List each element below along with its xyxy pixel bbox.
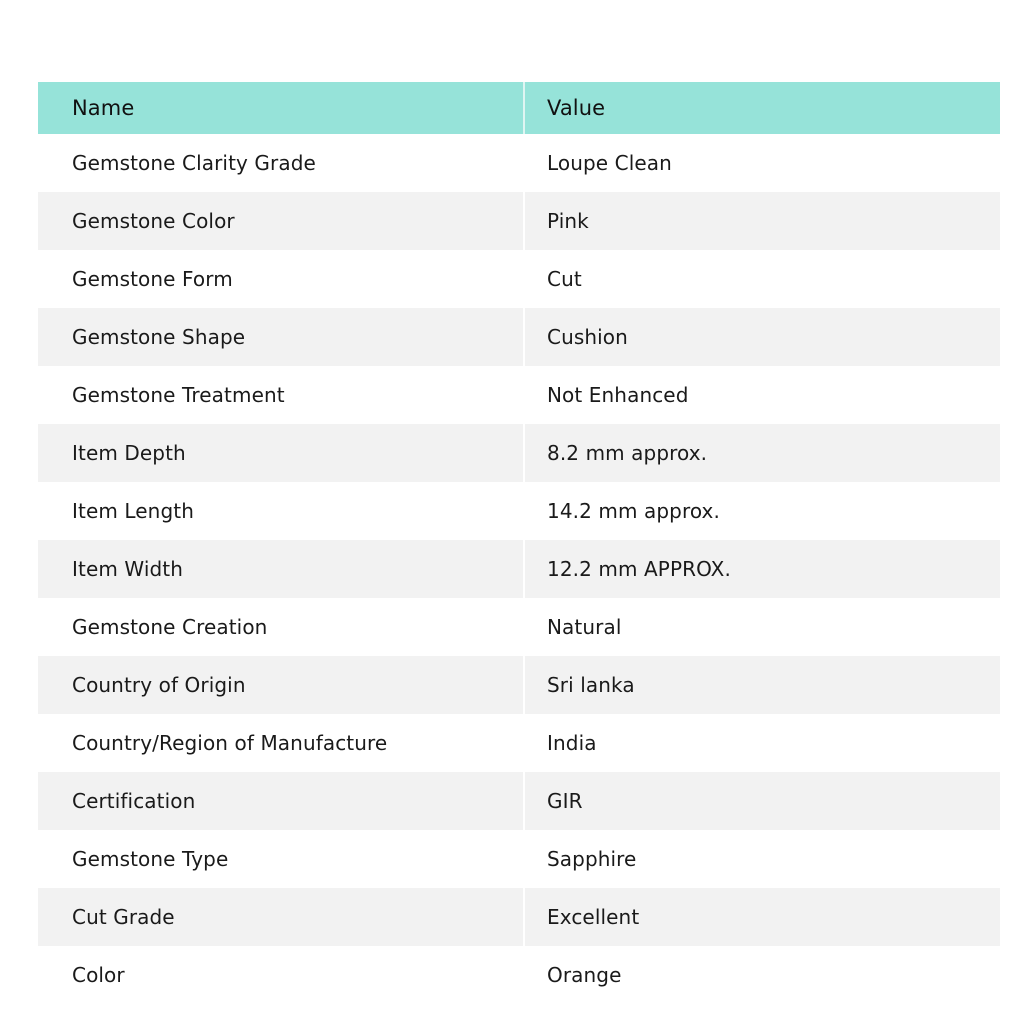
table-row bbox=[38, 424, 1000, 482]
row-value-cell: Sapphire bbox=[547, 847, 637, 871]
row-value-cell: Pink bbox=[547, 209, 589, 233]
table-row bbox=[38, 366, 1000, 424]
table-row bbox=[38, 308, 1000, 366]
column-header-name: Name bbox=[72, 96, 135, 120]
row-name-cell: Item Depth bbox=[72, 441, 186, 465]
table-row bbox=[38, 540, 1000, 598]
row-value-cell: Cut bbox=[547, 267, 582, 291]
row-name-cell: Gemstone Shape bbox=[72, 325, 246, 349]
row-value-cell: Sri lanka bbox=[547, 673, 635, 697]
row-value-cell: GIR bbox=[547, 789, 583, 813]
row-name-cell: Color bbox=[72, 963, 125, 987]
row-value-cell: Not Enhanced bbox=[547, 383, 689, 407]
row-name-cell: Country/Region of Manufacture bbox=[72, 731, 388, 755]
table-row bbox=[38, 482, 1000, 540]
table-row bbox=[38, 772, 1000, 830]
row-name-cell: Gemstone Treatment bbox=[72, 383, 285, 407]
row-name-cell: Item Length bbox=[72, 499, 194, 523]
row-value-cell: India bbox=[547, 731, 597, 755]
row-name-cell: Gemstone Clarity Grade bbox=[72, 151, 316, 175]
row-value-cell: Orange bbox=[547, 963, 622, 987]
table-header-row bbox=[38, 82, 1000, 134]
row-value-cell: Excellent bbox=[547, 905, 640, 929]
table-row bbox=[38, 598, 1000, 656]
table-row bbox=[38, 714, 1000, 772]
table-row bbox=[38, 134, 1000, 192]
table-row bbox=[38, 946, 1000, 1004]
table-row bbox=[38, 888, 1000, 946]
table-body bbox=[38, 134, 1000, 1004]
row-value-cell: 12.2 mm APPROX. bbox=[547, 557, 731, 581]
table-row bbox=[38, 192, 1000, 250]
row-value-cell: 8.2 mm approx. bbox=[547, 441, 708, 465]
column-header-value: Value bbox=[547, 96, 606, 120]
row-value-cell: Cushion bbox=[547, 325, 628, 349]
row-value-cell: 14.2 mm approx. bbox=[547, 499, 720, 523]
table-row bbox=[38, 656, 1000, 714]
row-value-cell: Loupe Clean bbox=[547, 151, 672, 175]
specifications-table bbox=[38, 82, 1000, 1004]
row-name-cell: Gemstone Color bbox=[72, 209, 235, 233]
table-row bbox=[38, 830, 1000, 888]
row-name-cell: Country of Origin bbox=[72, 673, 246, 697]
row-name-cell: Gemstone Form bbox=[72, 267, 233, 291]
row-name-cell: Gemstone Type bbox=[72, 847, 229, 871]
row-name-cell: Item Width bbox=[72, 557, 183, 581]
row-name-cell: Gemstone Creation bbox=[72, 615, 268, 639]
row-value-cell: Natural bbox=[547, 615, 622, 639]
row-name-cell: Cut Grade bbox=[72, 905, 175, 929]
row-name-cell: Certification bbox=[72, 789, 196, 813]
table-row bbox=[38, 250, 1000, 308]
